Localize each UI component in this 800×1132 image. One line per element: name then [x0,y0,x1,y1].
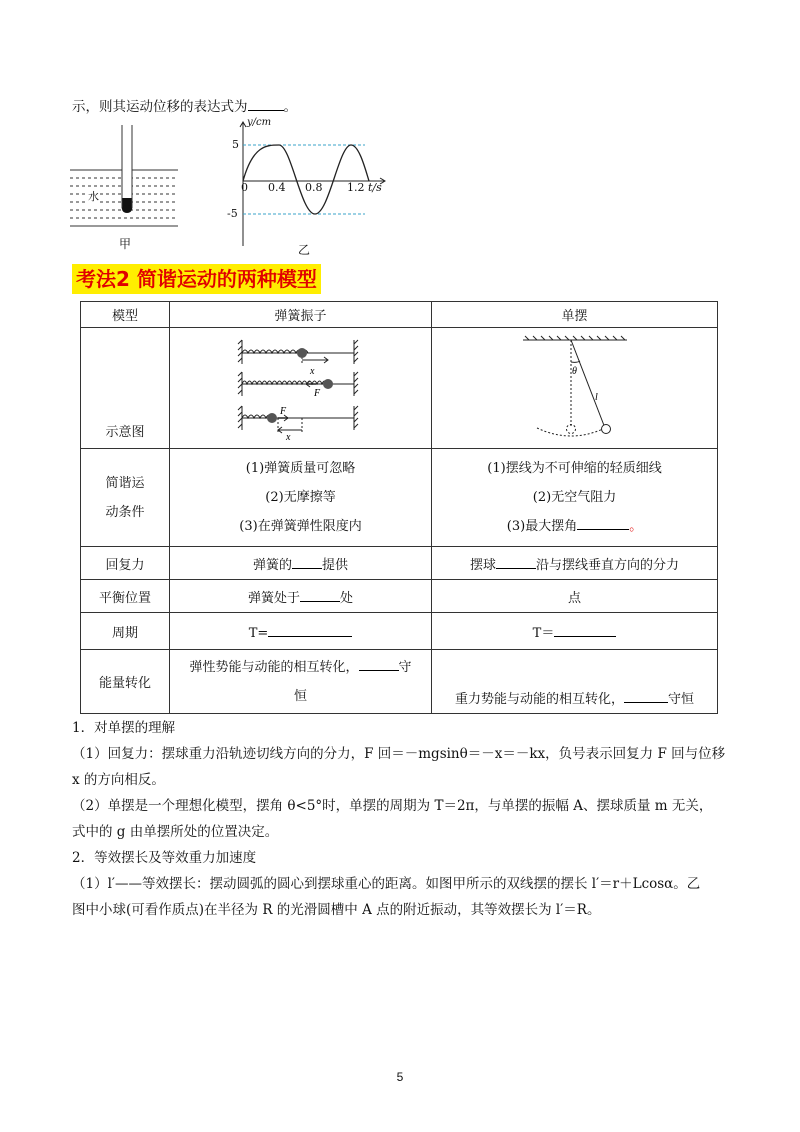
pendulum-condition-3 [432,512,717,541]
intro-end: 。 [283,99,297,115]
spring-energy-text: 弹性势能与动能的相互转化， [189,659,359,675]
pendulum-label-theta: θ [571,366,577,377]
pendulum-restoring-cell [432,547,718,580]
figure-jia [70,120,180,250]
spring-label-x1: x [309,366,314,377]
simple-pendulum-diagram [515,332,635,444]
energy-label: 能量转化 [81,650,170,714]
note-line-6: 2．等效摆长及等效重力加速度 [72,850,257,866]
restoring-force-row [81,547,718,580]
equilibrium-label: 平衡位置 [81,580,170,613]
intro-text: 示，则其运动位移的表达式为 [72,99,248,115]
section-heading: 考法2 简谐运动的两种模型 [72,264,321,294]
y-axis-label: y/cm [247,117,272,128]
note-line-8: 图中小球(可看作质点)在半径为 R 的光滑圆槽中 A 点的附近振动，其等效摆长为 l′＝R。 [72,902,601,918]
water-label: 水 [88,190,99,203]
spring-restoring-cell [170,547,432,580]
period-row [81,613,718,650]
condition-label [81,449,170,547]
pendulum-energy-blank [624,688,668,703]
header-spring-oscillator: 弹簧振子 [170,302,432,328]
pendulum-condition-2: (2)无空气阻力 [532,490,617,505]
spring-period-cell [170,613,432,650]
note-line-4: （2）单摆是一个理想化模型，摆角 θ<5°时，单摆的周期为 T＝2π，与单摆的振幅 A、摆球质量 m 无关， [72,798,713,814]
spring-condition-1: (1)弹簧质量可忽略 [245,461,356,476]
note-line-5: 式中的 g 由单摆所处的位置决定。 [72,824,279,840]
spring-restoring-blank [292,554,322,569]
pendulum-restoring-blank [496,554,536,569]
spring-equilibrium-post: 处 [340,590,354,606]
condition-label-line2: 动条件 [105,504,145,520]
note-line-7: （1）l′——等效摆长：摆动圆弧的圆心到摆球重心的距离。如图甲所示的双线摆的摆长 l′＝r＋Lcosα。乙 [72,876,701,892]
answer-blank [248,96,284,111]
figure-yi-caption: 乙 [298,243,311,257]
pendulum-condition-3-text: (3)最大摆角 [506,519,578,534]
pendulum-energy-text: 重力势能与动能的相互转化， [454,692,624,707]
pendulum-energy-post: 守恒 [668,692,695,707]
header-model: 模型 [81,302,170,328]
model-comparison-table [80,301,718,714]
pendulum-label-l: l [594,392,598,403]
pendulum-conditions [432,449,718,547]
pendulum-energy-cell [432,650,718,714]
condition-row [81,449,718,547]
spring-period-text: T= [248,625,269,641]
restoring-label: 回复力 [81,547,170,580]
page-number: 5 [396,1070,404,1084]
note-line-2: （1）回复力：摆球重力沿轨迹切线方向的分力，F 回＝－mgsinθ＝－x＝－kx，负号表示回复力 F 回与位移 [72,746,726,762]
x-tick-0-4: 0.4 [268,181,286,194]
spring-equilibrium-blank [300,587,340,602]
pendulum-restoring-pre: 摆球 [469,557,496,573]
table-header-row [81,302,718,328]
spring-label-f2: F [279,406,286,417]
pendulum-period-blank [554,622,616,637]
figure-jia-caption: 甲 [119,237,132,251]
spring-energy-line2: 恒 [293,688,307,704]
spring-condition-2: (2)无摩擦等 [265,490,336,505]
spring-energy-cell [170,650,432,714]
x-tick-0-8: 0.8 [305,181,323,194]
spring-oscillator-diagram [236,334,366,442]
diagram-row [81,328,718,449]
y-tick-minus5: -5 [227,207,238,220]
spring-diagram-cell [170,328,432,449]
x-axis-label: t/s [368,181,382,194]
note-line-1: 1．对单摆的理解 [72,720,176,736]
period-label: 周期 [81,613,170,650]
spring-energy-end: 守 [398,659,412,675]
spring-conditions [170,449,432,547]
spring-condition-3: (3)在弹簧弹性限度内 [239,519,362,534]
energy-row [81,650,718,714]
x-tick-1-2: 1.2 [347,181,365,194]
x-tick-0: 0 [241,181,248,194]
spring-restoring-post: 提供 [322,557,349,573]
pendulum-period-cell [432,613,718,650]
equilibrium-row [81,580,718,613]
condition-label-line1: 简谐运 [105,475,145,491]
diagram-label: 示意图 [81,328,170,449]
spring-equilibrium-cell [170,580,432,613]
y-tick-5: 5 [232,138,239,151]
pendulum-restoring-post: 沿与摆线垂直方向的分力 [536,557,680,573]
spring-label-x2: x [285,432,290,442]
max-angle-blank [577,515,629,530]
spring-period-blank [268,622,352,637]
spring-energy-blank [359,656,399,671]
red-period-mark: 。 [629,519,643,534]
header-pendulum: 单摆 [432,302,718,328]
spring-energy-line1 [170,653,431,682]
spring-label-f1: F [313,388,320,399]
spring-restoring-pre: 弹簧的 [252,557,292,573]
note-line-3: x 的方向相反。 [72,772,165,788]
pendulum-diagram-cell [432,328,718,449]
spring-equilibrium-pre: 弹簧处于 [247,590,300,606]
pendulum-period-text: T＝ [532,625,555,641]
pendulum-equilibrium-cell: 点 [432,580,718,613]
pendulum-condition-1: (1)摆线为不可伸缩的轻质细线 [487,461,662,476]
